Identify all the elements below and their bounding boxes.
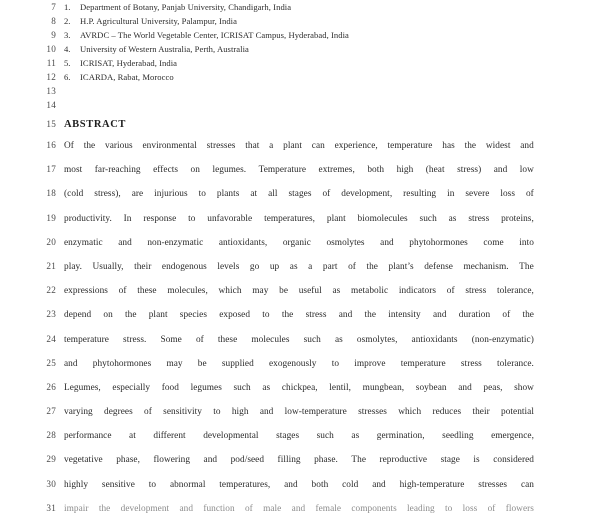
- line-number: 13: [46, 86, 56, 96]
- abstract-line-content: [64, 407, 534, 417]
- affiliation-item: [64, 44, 534, 54]
- abstract-line-row: [0, 406, 600, 430]
- affiliation-text: ICARDA, Rabat, Morocco: [80, 72, 174, 82]
- abstract-line-row: [0, 261, 600, 285]
- abstract-line: and phytohormones may be supplied exogenously to improve temperature stress tolerance.: [64, 358, 534, 369]
- affiliation-row: [0, 44, 600, 58]
- abstract-line: (cold stress), are injurious to plants at all stages of development, resulting in severe loss of: [64, 189, 534, 200]
- abstract-heading-row: [0, 114, 600, 140]
- blank-line-row: [0, 100, 600, 114]
- abstract-line-row: [0, 382, 600, 406]
- abstract-line: varying degrees of sensitivity to high and low-temperature stresses which reduces their potential: [64, 407, 534, 418]
- abstract-line: vegetative phase, flowering and pod/seed filling phase. The reproductive stage is considered: [64, 455, 534, 466]
- abstract-line-row: [0, 237, 600, 261]
- line-number: 22: [46, 285, 56, 296]
- affiliation-text: AVRDC – The World Vegetable Center, ICRISAT Campus, Hyderabad, India: [80, 30, 349, 40]
- page-title: ABSTRACT: [64, 119, 126, 130]
- abstract-line: impair the development and function of male and female components leading to loss of flowers: [64, 503, 534, 514]
- abstract-line-content: [64, 141, 534, 151]
- line-number: 24: [46, 333, 56, 344]
- affiliation-text: Department of Botany, Panjab University, Chandigarh, India: [80, 2, 292, 12]
- abstract-line: expressions of these molecules, which may be useful as metabolic indicators of stress tolerance,: [64, 286, 534, 297]
- line-number: 27: [46, 406, 56, 417]
- abstract-line: temperature stress. Some of these molecules such as osmolytes, antioxidants (non-enzymatic): [64, 334, 534, 345]
- line-number: 11: [46, 58, 56, 68]
- affiliation-row: [0, 30, 600, 44]
- abstract-line-content: [64, 286, 534, 296]
- affiliation-number: 1.: [64, 2, 71, 12]
- abstract-line: Legumes, especially food legumes such as chickpea, lentil, mungbean, soybean and peas, show: [64, 382, 534, 393]
- affiliation-text: University of Western Australia, Perth, Australia: [80, 44, 249, 54]
- line-number: 10: [46, 44, 56, 54]
- abstract-line-row: [0, 285, 600, 309]
- affiliation-row: [0, 2, 600, 16]
- affiliation-content: [64, 30, 534, 40]
- line-number: 18: [46, 188, 56, 199]
- affiliation-number: 4.: [64, 44, 71, 54]
- abstract-line-row: [0, 430, 600, 454]
- abstract-line-row: [0, 188, 600, 212]
- abstract-line-content: [64, 359, 534, 369]
- line-number: 9: [51, 30, 56, 40]
- abstract-line: enzymatic and non-enzymatic antioxidants, organic osmolytes and phytohormones come into: [64, 237, 534, 248]
- affiliation-list: [0, 2, 600, 86]
- affiliation-number: 6.: [64, 72, 71, 82]
- abstract-line-row-clipped: [0, 503, 600, 519]
- abstract-line-content: [64, 431, 534, 441]
- line-number: 28: [46, 430, 56, 441]
- affiliation-row: [0, 58, 600, 72]
- affiliation-row: [0, 72, 600, 86]
- affiliation-number: 3.: [64, 30, 71, 40]
- line-number: 19: [46, 212, 56, 223]
- abstract-line-content: [64, 165, 534, 175]
- abstract-line: productivity. In response to unfavorable temperatures, plant biomolecules such as stress proteins,: [64, 213, 534, 224]
- line-number: 29: [46, 454, 56, 465]
- abstract-line-content: [64, 383, 534, 393]
- abstract-line: depend on the plant species exposed to the stress and the intensity and duration of the: [64, 310, 534, 321]
- abstract-line: Of the various environmental stresses that a plant can experience, temperature has the widest and: [64, 141, 534, 151]
- abstract-line-content: [64, 238, 534, 248]
- line-number: 31: [46, 502, 56, 513]
- affiliation-item: [64, 30, 534, 40]
- abstract-line: highly sensitive to abnormal temperatures, and both cold and high-temperature stresses can: [64, 479, 534, 490]
- abstract-line-row: [0, 140, 600, 164]
- abstract-line-row: [0, 213, 600, 237]
- abstract-line-row: [0, 334, 600, 358]
- abstract-line: performance at different developmental stages such as germination, seedling emergence,: [64, 431, 534, 442]
- affiliation-text: ICRISAT, Hyderabad, India: [80, 58, 178, 68]
- abstract-line-content: [64, 455, 534, 465]
- line-number: 8: [51, 16, 56, 26]
- line-number: 30: [46, 478, 56, 489]
- line-number: 25: [46, 357, 56, 368]
- abstract-line-content: [64, 310, 534, 320]
- abstract-line-content: [64, 335, 534, 345]
- blank-line-row: [0, 86, 600, 100]
- line-number: 14: [46, 100, 56, 110]
- abstract-body: [0, 140, 600, 519]
- abstract-line-content: [64, 504, 534, 514]
- abstract-line-row: [0, 164, 600, 188]
- affiliation-content: [64, 2, 534, 12]
- line-number: 7: [51, 2, 56, 12]
- abstract-line: play. Usually, their endogenous levels go up as a part of the plant’s defense mechanism. The: [64, 261, 534, 272]
- affiliation-item: [64, 2, 534, 12]
- affiliation-number: 5.: [64, 58, 71, 68]
- affiliation-text: H.P. Agricultural University, Palampur, India: [80, 16, 237, 26]
- abstract-line-content: [64, 189, 534, 199]
- line-number: 23: [46, 309, 56, 320]
- abstract-line-row: [0, 454, 600, 478]
- line-number: 12: [46, 72, 56, 82]
- affiliation-content: [64, 58, 534, 68]
- affiliation-content: [64, 44, 534, 54]
- abstract-line-content: [64, 214, 534, 224]
- affiliation-row: [0, 16, 600, 30]
- line-number: 21: [46, 260, 56, 271]
- abstract-line-content: [64, 480, 534, 490]
- abstract-line: most far-reaching effects on legumes. Temperature extremes, both high (heat stress) and low: [64, 165, 534, 176]
- affiliation-number: 2.: [64, 16, 71, 26]
- line-number: 17: [46, 164, 56, 175]
- line-number: 26: [46, 381, 56, 392]
- line-number: 15: [46, 119, 56, 129]
- affiliation-item: [64, 58, 534, 68]
- affiliation-content: [64, 72, 534, 82]
- affiliation-item: [64, 72, 534, 82]
- abstract-heading-content: [64, 114, 534, 132]
- abstract-line-row: [0, 479, 600, 503]
- abstract-line-content: [64, 262, 534, 272]
- affiliation-content: [64, 16, 534, 26]
- affiliation-item: [64, 16, 534, 26]
- line-number: 20: [46, 236, 56, 247]
- abstract-line-row: [0, 358, 600, 382]
- line-number: 16: [46, 140, 56, 150]
- abstract-line-row: [0, 309, 600, 333]
